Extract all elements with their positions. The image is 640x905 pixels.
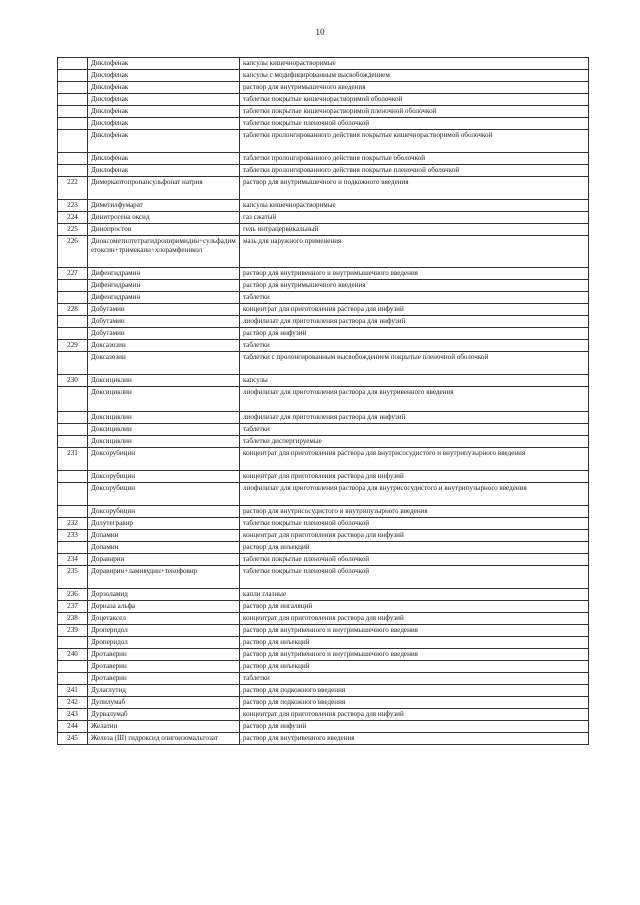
drug-name: Доксазозин [88,340,240,352]
row-number [58,292,88,304]
drug-name: Дупилумаб [88,697,240,709]
table-row [58,224,589,236]
dosage-form: лиофилизат для приготовления раствора для внутривенного введения [240,387,589,412]
drug-name: Диклофенак [88,153,240,165]
dosage-form: капсулы кишечнорастворимые [240,200,589,212]
dosage-form: раствор для инъекций [240,542,589,554]
row-number: 228 [58,304,88,316]
drug-name: Диклофенак [88,82,240,94]
dosage-form: раствор для внутримышечного введения [240,280,589,292]
dosage-form: раствор для подкожного введения [240,685,589,697]
drug-name: Доцетаксел [88,613,240,625]
drug-name: Дротаверин [88,661,240,673]
table-row [58,153,589,165]
drug-name: Дифенгидрамин [88,268,240,280]
drug-name: Диклофенак [88,106,240,118]
row-number: 242 [58,697,88,709]
row-number [58,130,88,153]
table-row [58,733,589,745]
dosage-form: раствор для внутривенного введения [240,733,589,745]
dosage-form: раствор для внутримышечного и подкожного введения [240,177,589,200]
row-number [58,82,88,94]
dosage-form: таблетки [240,673,589,685]
drug-name: Диклофенак [88,58,240,70]
table-row [58,518,589,530]
dosage-form: таблетки покрытые пленочной оболочкой [240,518,589,530]
table-row [58,589,589,601]
row-number [58,106,88,118]
drug-name: Доравирин+ламивудин+тенофовир [88,566,240,589]
table-row [58,649,589,661]
table-row [58,304,589,316]
drug-name: Дифенгидрамин [88,280,240,292]
drug-name: Доксазозин [88,352,240,375]
dosage-form: гель интрацервикальный [240,224,589,236]
dosage-form: таблетки с пролонгированным высвобождением покрытые пленочной оболочкой [240,352,589,375]
drug-name: Добутамин [88,316,240,328]
drug-name: Диметилфумарат [88,200,240,212]
dosage-form: таблетки [240,424,589,436]
table-row [58,697,589,709]
drug-name: Доксициклин [88,436,240,448]
row-number: 227 [58,268,88,280]
drug-name: Доксициклин [88,412,240,424]
table-row [58,328,589,340]
drug-name: Дорназа альфа [88,601,240,613]
dosage-form: таблетки [240,292,589,304]
table-row [58,387,589,412]
drug-name: Дулаглутид [88,685,240,697]
row-number: 230 [58,375,88,387]
table-row [58,721,589,733]
row-number: 223 [58,200,88,212]
dosage-form: капсулы с модифицированным высвобождением [240,70,589,82]
dosage-form: таблетки покрытые пленочной оболочкой [240,554,589,566]
table-row [58,165,589,177]
table-row [58,424,589,436]
table-row [58,542,589,554]
row-number [58,280,88,292]
dosage-form: концентрат для приготовления раствора для инфузий [240,304,589,316]
table-row [58,375,589,387]
row-number [58,70,88,82]
drug-name: Допамин [88,530,240,542]
table-row [58,212,589,224]
row-number: 222 [58,177,88,200]
dosage-form: концентрат для приготовления раствора для инфузий [240,613,589,625]
drug-name: Дротаверин [88,673,240,685]
row-number [58,483,88,506]
row-number: 224 [58,212,88,224]
dosage-form: раствор для внутривенного и внутримышечного введения [240,268,589,280]
drug-name: Доксициклин [88,375,240,387]
dosage-form: концентрат для приготовления раствора для внутрисосудистого и внутрипузырного введения [240,448,589,471]
dosage-form: таблетки покрытые кишечнорастворимой оболочкой [240,94,589,106]
row-number [58,661,88,673]
row-number: 235 [58,566,88,589]
dosage-form: лиофилизат для приготовления раствора для инфузий [240,412,589,424]
row-number: 226 [58,236,88,268]
drug-name: Диклофенак [88,94,240,106]
drug-name: Доксорубицин [88,471,240,483]
row-number: 234 [58,554,88,566]
table-row [58,685,589,697]
dosage-form: раствор для инъекций [240,661,589,673]
dosage-form: таблетки пролонгированного действия покрытые пленочной оболочкой [240,165,589,177]
drug-name: Дротаверин [88,649,240,661]
row-number [58,542,88,554]
row-number: 238 [58,613,88,625]
row-number [58,637,88,649]
row-number: 233 [58,530,88,542]
dosage-form: раствор для инфузий [240,328,589,340]
table-row [58,268,589,280]
drug-name: Доравирин [88,554,240,566]
row-number: 240 [58,649,88,661]
row-number: 243 [58,709,88,721]
row-number: 225 [58,224,88,236]
dosage-form: капли глазные [240,589,589,601]
drug-name: Доксициклин [88,424,240,436]
row-number [58,673,88,685]
drug-name: Дроперидол [88,625,240,637]
drug-name: Диклофенак [88,118,240,130]
page-number: 10 [315,27,325,37]
drug-name: Железа (III) гидроксид олигоизомальтозат [88,733,240,745]
dosage-form: мазь для наружного применения [240,236,589,268]
table-row [58,292,589,304]
table-row [58,70,589,82]
table-row [58,236,589,268]
table-row [58,637,589,649]
row-number [58,436,88,448]
drug-name: Диклофенак [88,70,240,82]
row-number: 229 [58,340,88,352]
dosage-form: раствор для внутривенного и внутримышечного введения [240,649,589,661]
dosage-form: таблетки покрытые пленочной оболочкой [240,118,589,130]
table-row [58,58,589,70]
drug-name: Доксорубицин [88,506,240,518]
row-number: 245 [58,733,88,745]
dosage-form: раствор для внутримышечного введения [240,82,589,94]
drug-name: Долутегравир [88,518,240,530]
dosage-form: концентрат для приготовления раствора для инфузий [240,709,589,721]
drug-name: Доксициклин [88,387,240,412]
drug-name: Дроперидол [88,637,240,649]
drug-name: Доксорубицин [88,448,240,471]
dosage-form: газ сжатый [240,212,589,224]
drug-name: Дурвалумаб [88,709,240,721]
row-number: 241 [58,685,88,697]
row-number [58,387,88,412]
table-row [58,316,589,328]
drug-table [57,57,589,745]
table-row [58,94,589,106]
table-body [58,58,589,745]
dosage-form: раствор для внутривенного и внутримышечного введения [240,625,589,637]
dosage-form: раствор для ингаляций [240,601,589,613]
row-number: 237 [58,601,88,613]
table-row [58,661,589,673]
table-row [58,118,589,130]
row-number [58,328,88,340]
dosage-form: лиофилизат для приготовления раствора для внутрисосудистого и внутрипузырного введения [240,483,589,506]
drug-name: Динопростон [88,224,240,236]
table-row [58,82,589,94]
dosage-form: раствор для подкожного введения [240,697,589,709]
dosage-form: таблетки покрытые пленочной оболочкой [240,566,589,589]
table-row [58,709,589,721]
dosage-form: концентрат для приготовления раствора для инфузий [240,471,589,483]
table-row [58,483,589,506]
table-row [58,601,589,613]
table-row [58,280,589,292]
table-row [58,130,589,153]
table-row [58,673,589,685]
row-number [58,316,88,328]
table-row [58,625,589,637]
row-number [58,412,88,424]
row-number [58,352,88,375]
dosage-form: таблетки [240,340,589,352]
table-row [58,506,589,518]
drug-name: Добутамин [88,304,240,316]
row-number [58,118,88,130]
table-row [58,340,589,352]
drug-name: Дифенгидрамин [88,292,240,304]
row-number [58,58,88,70]
dosage-form: таблетки покрытые кишечнорастворимой пленочной оболочкой [240,106,589,118]
dosage-form: капсулы кишечнорастворимые [240,58,589,70]
dosage-form: раствор для внутрисосудистого и внутрипузырного введения [240,506,589,518]
table-row [58,530,589,542]
table-row [58,471,589,483]
table-row [58,613,589,625]
drug-name: Дорзоламид [88,589,240,601]
drug-name: Димеркаптопропансульфонат натрия [88,177,240,200]
drug-name: Добутамин [88,328,240,340]
table-row [58,412,589,424]
table-row [58,177,589,200]
row-number [58,165,88,177]
row-number: 239 [58,625,88,637]
row-number [58,94,88,106]
drug-name: Допамин [88,542,240,554]
row-number [58,471,88,483]
row-number: 244 [58,721,88,733]
table-row [58,200,589,212]
dosage-form: раствор для инфузий [240,721,589,733]
table-row [58,554,589,566]
drug-name: Диоксометилтетрагидропиримидин+сульфадиметоксин+тримекаин+хлорамфеникол [88,236,240,268]
dosage-form: концентрат для приготовления раствора для инфузий [240,530,589,542]
row-number: 236 [58,589,88,601]
table-row [58,436,589,448]
dosage-form: лиофилизат для приготовления раствора для инфузий [240,316,589,328]
drug-name: Диклофенак [88,130,240,153]
row-number: 232 [58,518,88,530]
drug-name: Динитрогена оксид [88,212,240,224]
dosage-form: таблетки пролонгированного действия покрытые оболочкой [240,153,589,165]
row-number: 231 [58,448,88,471]
row-number [58,424,88,436]
table-row [58,448,589,471]
row-number [58,153,88,165]
dosage-form: раствор для инъекций [240,637,589,649]
table-row [58,106,589,118]
table-row [58,566,589,589]
drug-name: Доксорубицин [88,483,240,506]
row-number [58,506,88,518]
drug-name: Желатин [88,721,240,733]
drug-name: Диклофенак [88,165,240,177]
dosage-form: капсулы [240,375,589,387]
dosage-form: таблетки пролонгированного действия покрытые кишечнорастворимой оболочкой [240,130,589,153]
dosage-form: таблетки диспергируемые [240,436,589,448]
table-row [58,352,589,375]
